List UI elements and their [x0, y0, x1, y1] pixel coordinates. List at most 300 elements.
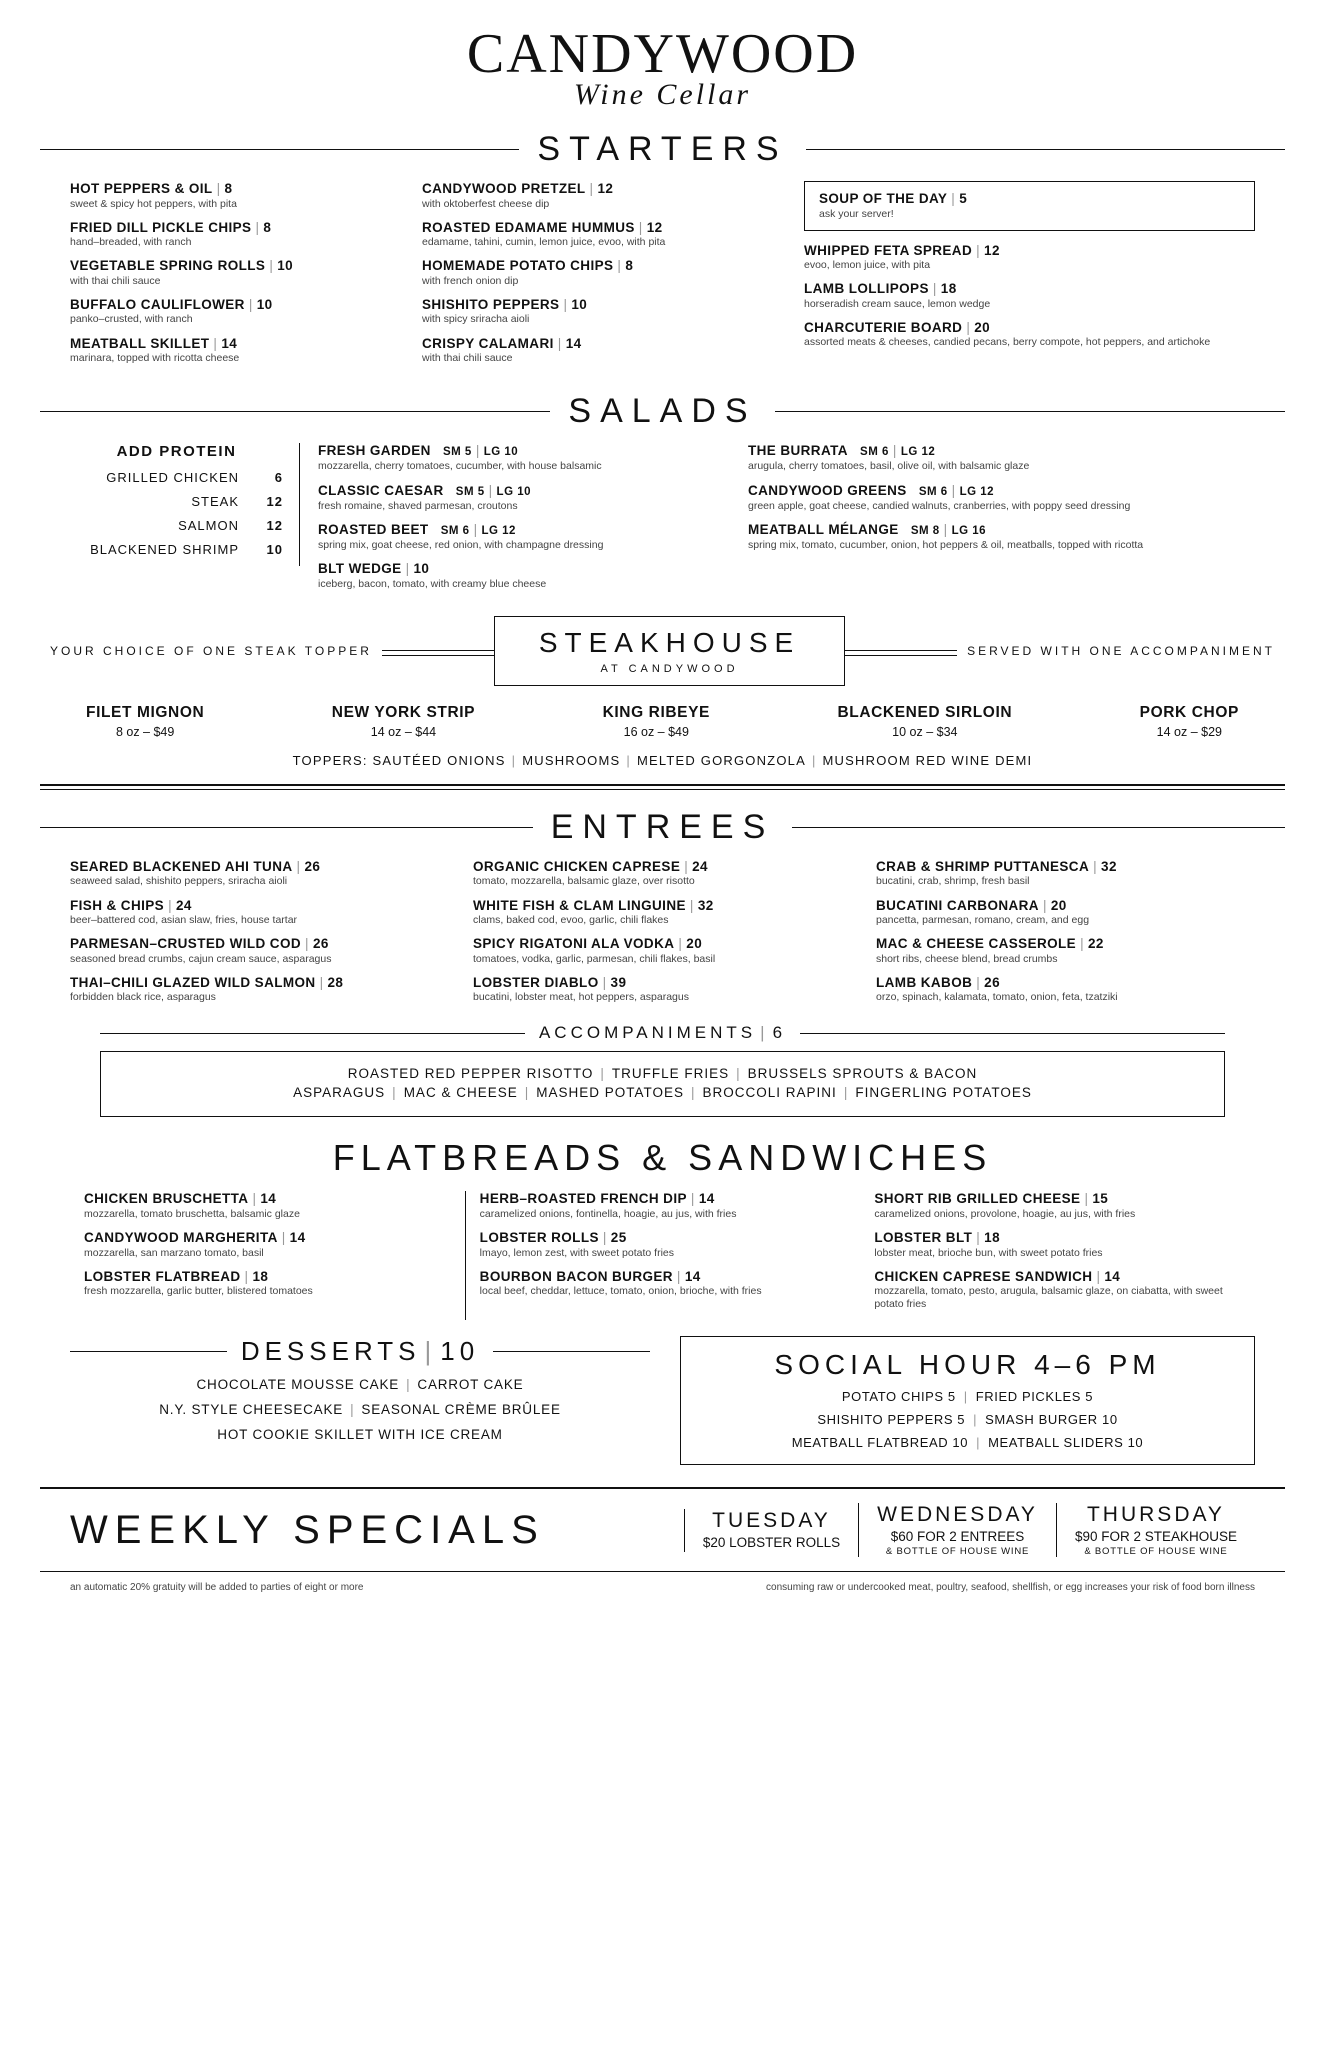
rule-left [40, 149, 519, 150]
item-name: LAMB KABOB [876, 974, 973, 990]
social-item: POTATO CHIPS 5 [841, 1389, 956, 1405]
brand-logo [40, 0, 1285, 112]
dessert: CHOCOLATE MOUSSE CAKE [196, 1377, 400, 1393]
menu-item: CHICKEN CAPRESE SANDWICH | 14 mozzarella, tomato, pesto, arugula, balsamic glaze, on ciabatta, with sweet potato fries [874, 1269, 1241, 1312]
item-name: FRESH GARDEN [318, 443, 431, 459]
menu-item: VEGETABLE SPRING ROLLS | 10 with thai chili sauce [70, 258, 400, 288]
item-name: FRIED DILL PICKLE CHIPS [70, 219, 252, 235]
item-price: 32 [697, 897, 714, 913]
protein-row [70, 518, 283, 533]
day-offer: $20 LOBSTER ROLLS [702, 1534, 841, 1550]
menu-item: WHITE FISH & CLAM LINGUINE | 32 clams, baked cod, evoo, garlic, chili flakes [473, 898, 852, 928]
item-price: 25 [610, 1230, 627, 1246]
desserts-header: DESSERTS | 10 [70, 1336, 650, 1367]
weekly-specials-band [40, 1487, 1285, 1572]
item-name: HOMEMADE POTATO CHIPS [422, 258, 614, 274]
item-name: CANDYWOOD GREENS [748, 482, 907, 498]
desserts-block [70, 1336, 650, 1442]
item-name: ROASTED EDAMAME HUMMUS [422, 219, 635, 235]
weekly-specials [70, 1503, 1255, 1557]
item-price: 14 [1104, 1268, 1121, 1284]
menu-item: CANDYWOOD GREENS SM 6 | LG 12 green apple, goat cheese, candied walnuts, cranberries, with poppy seed dressing [748, 483, 1255, 513]
item-desc: short ribs, cheese blend, bread crumbs [876, 952, 1058, 965]
item-name: CHARCUTERIE BOARD [804, 319, 963, 335]
item-desc: spring mix, goat cheese, red onion, with champagne dressing [318, 539, 604, 552]
item-price: 39 [610, 974, 627, 990]
item-desc: with spicy sriracha aioli [422, 313, 530, 326]
item-price: 18 [984, 1230, 1000, 1246]
social-item: MEATBALL FLATBREAD 10 [791, 1435, 969, 1451]
item-desc: mozzarella, cherry tomatoes, cucumber, with house balsamic [318, 460, 602, 473]
cut-price: 16 oz – $49 [623, 724, 689, 739]
item-name: HERB–ROASTED FRENCH DIP [479, 1191, 687, 1207]
flatbreads-col-1 [70, 1191, 465, 1320]
rule-left [100, 1033, 525, 1034]
dessert: N.Y. STYLE CHEESECAKE [159, 1402, 344, 1418]
item-desc: fresh mozzarella, garlic butter, blistered tomatoes [84, 1285, 313, 1298]
section-title: ENTREES [550, 807, 775, 846]
rule-right [775, 411, 1285, 412]
item-desc: tomatoes, vodka, garlic, parmesan, chili flakes, basil [473, 952, 716, 965]
protein-row [70, 542, 283, 557]
social-item: MEATBALL SLIDERS 10 [988, 1435, 1144, 1451]
item-name: MAC & CHEESE CASSEROLE [876, 936, 1077, 952]
menu-item: CANDYWOOD PRETZEL | 12 with oktoberfest cheese dip [422, 181, 782, 211]
menu-item: SPICY RIGATONI ALA VODKA | 20 tomatoes, vodka, garlic, parmesan, chili flakes, basil [473, 936, 852, 966]
menu-item: CRISPY CALAMARI | 14 with thai chili sauce [422, 336, 782, 366]
section-header-salads [40, 392, 1285, 431]
item-name: LOBSTER DIABLO [473, 974, 599, 990]
menu-item: MEATBALL SKILLET | 14 marinara, topped with ricotta cheese [70, 336, 400, 366]
item-name: CANDYWOOD MARGHERITA [84, 1230, 278, 1246]
band-rule-thick [40, 784, 1285, 786]
item-desc: beer–battered cod, asian slaw, fries, house tartar [70, 914, 298, 927]
protein-price: 10 [266, 542, 283, 558]
flatbreads-columns [40, 1191, 1285, 1320]
item-desc: sweet & spicy hot peppers, with pita [70, 197, 237, 210]
starters-col-1 [70, 181, 400, 374]
menu-item: BUCATINI CARBONARA | 20 pancetta, parmesan, romano, cream, and egg [876, 898, 1255, 928]
rule-right [792, 827, 1285, 828]
starters-col-2 [422, 181, 782, 374]
protein-name: STEAK [191, 494, 239, 510]
item-name: THE BURRATA [748, 443, 848, 459]
item-name: CHICKEN BRUSCHETTA [84, 1191, 249, 1207]
social-hour-row: POTATO CHIPS 5 | FRIED PICKLES 5 [841, 1389, 1094, 1405]
item-price: 26 [984, 974, 1000, 990]
accompaniment: MASHED POTATOES [536, 1085, 685, 1101]
item-price: 20 [686, 936, 703, 952]
menu-item: FISH & CHIPS | 24 beer–battered cod, asian slaw, fries, house tartar [70, 898, 449, 928]
day-name: THURSDAY [1086, 1503, 1225, 1527]
item-name: LOBSTER BLT [874, 1230, 973, 1246]
item-price: 24 [692, 858, 708, 874]
item-name: SPICY RIGATONI ALA VODKA [473, 936, 675, 952]
item-price: 14 [565, 335, 582, 351]
toppers-label: TOPPERS: SAUTÉED ONIONS [292, 752, 506, 768]
steakhouse-title-box [494, 616, 845, 686]
social-item: FRIED PICKLES 5 [975, 1389, 1094, 1405]
social-hour-row: MEATBALL FLATBREAD 10 | MEATBALL SLIDERS 10 [791, 1435, 1144, 1451]
protein-price: 12 [266, 518, 283, 534]
steakhouse-subtitle: AT CANDYWOOD [600, 662, 739, 675]
day-offer: $90 FOR 2 STEAKHOUSE [1074, 1529, 1237, 1545]
menu-item: LOBSTER BLT | 18 lobster meat, brioche bun, with sweet potato fries [874, 1230, 1241, 1260]
item-price: 14 [221, 335, 238, 351]
cut-name: NEW YORK STRIP [331, 703, 476, 721]
weekly-special-day [1056, 1503, 1255, 1557]
menu-item: PARMESAN–CRUSTED WILD COD | 26 seasoned bread crumbs, cajun cream sauce, asparagus [70, 936, 449, 966]
item-price: 18 [940, 281, 957, 297]
weekly-special-day [684, 1509, 858, 1552]
footer [40, 1572, 1285, 1593]
item-size-sm: SM 6 [918, 485, 948, 498]
item-desc: edamame, tahini, cumin, lemon juice, evoo, with pita [422, 236, 666, 249]
item-price: 14 [289, 1230, 306, 1246]
band-rule-thin [40, 789, 1285, 790]
accompaniment: FINGERLING POTATOES [855, 1085, 1032, 1101]
steak-topper-note: YOUR CHOICE OF ONE STEAK TOPPER [40, 644, 382, 658]
accompaniment: BRUSSELS SPROUTS & BACON [747, 1066, 978, 1082]
accompaniments-price: 6 [772, 1023, 787, 1043]
starters-col-3 [804, 181, 1255, 374]
entrees-col-3 [876, 859, 1255, 1014]
item-desc: clams, baked cod, evoo, garlic, chili flakes [473, 914, 669, 927]
item-size-sm: SM 8 [910, 524, 940, 537]
footer-health-note: consuming raw or undercooked meat, poultry, seafood, shellfish, or egg increases your risk of food born illness [766, 1582, 1255, 1594]
steak-toppers: TOPPERS: SAUTÉED ONIONS | MUSHROOMS | MELTED GORGONZOLA | MUSHROOM RED WINE DEMI [292, 752, 1033, 768]
salads-columns [40, 443, 1285, 600]
item-name: CRISPY CALAMARI [422, 335, 554, 351]
rule-left [70, 1351, 227, 1352]
social-item: SHISHITO PEPPERS 5 [817, 1412, 966, 1428]
menu-item: LOBSTER DIABLO | 39 bucatini, lobster meat, hot peppers, asparagus [473, 975, 852, 1005]
starters-columns [40, 181, 1285, 374]
item-name: CANDYWOOD PRETZEL [422, 181, 586, 196]
item-price: 12 [646, 219, 663, 235]
accompaniments-title: ACCOMPANIMENTS [538, 1023, 757, 1043]
item-price: 14 [698, 1191, 715, 1207]
topper: MUSHROOM RED WINE DEMI [822, 752, 1033, 768]
topper: MUSHROOMS [522, 752, 621, 768]
steak-cut [332, 704, 475, 739]
item-price: 15 [1092, 1191, 1109, 1207]
menu-item: MEATBALL MÉLANGE SM 8 | LG 16 spring mix, tomato, cucumber, onion, hot peppers & oil, meatballs, topped with ricotta [748, 522, 1255, 552]
accompaniment: MAC & CHEESE [403, 1085, 518, 1101]
item-desc: spring mix, tomato, cucumber, onion, hot peppers & oil, meatballs, topped with ricotta [748, 539, 1144, 552]
item-desc: bucatini, crab, shrimp, fresh basil [876, 875, 1030, 888]
item-desc: caramelized onions, provolone, hoagie, au jus, with fries [874, 1207, 1136, 1220]
protein-name: SALMON [178, 518, 239, 534]
item-name: LOBSTER FLATBREAD [84, 1268, 241, 1284]
item-desc: seasoned bread crumbs, cajun cream sauce, asparagus [70, 952, 332, 965]
item-desc: iceberg, bacon, tomato, with creamy blue cheese [318, 577, 547, 590]
item-price: 10 [571, 296, 588, 312]
protein-price: 12 [266, 494, 283, 510]
day-offer: $60 FOR 2 ENTREES [890, 1529, 1025, 1545]
steak-cut [86, 704, 204, 739]
item-name: MEATBALL SKILLET [70, 335, 210, 351]
item-name: PARMESAN–CRUSTED WILD COD [70, 936, 302, 952]
brand-subtitle: Wine Cellar [573, 78, 752, 111]
weekly-specials-title: WEEKLY SPECIALS [70, 1507, 545, 1552]
item-name: WHIPPED FETA SPREAD [804, 242, 973, 258]
item-price: 22 [1088, 936, 1104, 952]
accompaniments-header: ACCOMPANIMENTS | 6 [100, 1023, 1225, 1043]
dessert: SEASONAL CRÈME BRÛLEE [361, 1402, 561, 1418]
menu-item: ROASTED BEET SM 6 | LG 12 spring mix, goat cheese, red onion, with champagne dressing [318, 522, 730, 552]
add-protein-title: ADD PROTEIN [116, 443, 237, 461]
item-name: SHISHITO PEPPERS [422, 296, 560, 312]
item-name: SEARED BLACKENED AHI TUNA [70, 858, 293, 874]
item-name: LOBSTER ROLLS [479, 1230, 599, 1246]
item-price: 10 [256, 296, 273, 312]
menu-item: FRESH GARDEN SM 5 | LG 10 mozzarella, cherry tomatoes, cucumber, with house balsamic [318, 443, 730, 473]
item-name: BLT WEDGE [318, 561, 402, 577]
menu-item: THAI–CHILI GLAZED WILD SALMON | 28 forbidden black rice, asparagus [70, 975, 449, 1005]
cut-name: FILET MIGNON [86, 703, 205, 721]
menu-item: SHISHITO PEPPERS | 10 with spicy sriracha aioli [422, 297, 782, 327]
item-desc: marinara, topped with ricotta cheese [70, 352, 240, 365]
item-price: 10 [413, 561, 430, 577]
rule-right [800, 1033, 1225, 1034]
weekly-special-day [858, 1503, 1056, 1557]
menu-item: ORGANIC CHICKEN CAPRESE | 24 tomato, mozzarella, balsamic glaze, over risotto [473, 859, 852, 889]
steak-cut [837, 704, 1012, 739]
topper: MELTED GORGONZOLA [636, 752, 806, 768]
item-desc: mozzarella, tomato bruschetta, balsamic glaze [84, 1207, 300, 1220]
item-name: WHITE FISH & CLAM LINGUINE [473, 897, 686, 913]
desserts-title: DESSERTS [240, 1336, 421, 1367]
item-price: 8 [263, 219, 272, 235]
cut-name: BLACKENED SIRLOIN [837, 703, 1013, 721]
rule-left [40, 411, 550, 412]
social-hour-title: SOCIAL HOUR 4–6 PM [774, 1349, 1161, 1381]
item-desc: local beef, cheddar, lettuce, tomato, onion, brioche, with fries [479, 1285, 762, 1298]
day-subnote: & BOTTLE OF HOUSE WINE [885, 1546, 1030, 1558]
item-desc: orzo, spinach, kalamata, tomato, onion, feta, tzatziki [876, 991, 1118, 1004]
menu-item: WHIPPED FETA SPREAD | 12 evoo, lemon juice, with pita [804, 243, 1255, 273]
cut-price: 8 oz – $49 [115, 724, 175, 739]
flatbreads-title: FLATBREADS & SANDWICHES [332, 1137, 993, 1179]
menu-item: BOURBON BACON BURGER | 14 local beef, cheddar, lettuce, tomato, onion, brioche, with fries [480, 1269, 847, 1299]
item-name: THAI–CHILI GLAZED WILD SALMON [70, 974, 316, 990]
item-price: 20 [974, 319, 991, 335]
item-desc: arugula, cherry tomatoes, basil, olive oil, with balsamic glaze [748, 460, 1030, 473]
item-price: 14 [684, 1268, 701, 1284]
item-name: BOURBON BACON BURGER [479, 1268, 673, 1284]
menu-item: BLT WEDGE | 10 iceberg, bacon, tomato, with creamy blue cheese [318, 561, 730, 591]
item-desc: caramelized onions, fontinella, hoagie, au jus, with fries [479, 1207, 737, 1220]
menu-item: LAMB LOLLIPOPS | 18 horseradish cream sauce, lemon wedge [804, 281, 1255, 311]
item-desc: green apple, goat cheese, candied walnuts, cranberries, with poppy seed dressing [748, 499, 1131, 512]
item-desc: pancetta, parmesan, romano, cream, and egg [876, 914, 1090, 927]
item-size-lg: LG 10 [496, 485, 532, 498]
item-price: 32 [1101, 858, 1117, 874]
desserts-row [70, 1427, 650, 1442]
item-name: SHORT RIB GRILLED CHEESE [874, 1191, 1081, 1207]
rule-right [806, 149, 1285, 150]
steak-cut [603, 704, 710, 739]
item-desc: tomato, mozzarella, balsamic glaze, over risotto [473, 875, 695, 888]
steak-accompaniment-note: SERVED WITH ONE ACCOMPANIMENT [957, 644, 1285, 658]
item-desc: evoo, lemon juice, with pita [804, 259, 931, 272]
item-name: LAMB LOLLIPOPS [804, 281, 929, 297]
protein-name: BLACKENED SHRIMP [90, 542, 239, 558]
menu-item: MAC & CHEESE CASSEROLE | 22 short ribs, cheese blend, bread crumbs [876, 936, 1255, 966]
accompaniments-row: ASPARAGUS | MAC & CHEESE | MASHED POTATOES | BROCCOLI RAPINI | FINGERLING POTATOES [293, 1085, 1032, 1101]
item-size-lg: LG 12 [481, 524, 516, 537]
item-name: ROASTED BEET [318, 521, 429, 537]
item-desc: ask your server! [819, 207, 894, 220]
item-name: ORGANIC CHICKEN CAPRESE [473, 858, 681, 874]
item-desc: with oktoberfest cheese dip [422, 197, 550, 210]
item-price: 12 [597, 181, 614, 196]
item-price: 5 [959, 191, 968, 206]
soup-of-the-day-box: SOUP OF THE DAY | 5 ask your server! [804, 181, 1255, 231]
item-price: 12 [984, 242, 1000, 258]
entrees-col-1 [70, 859, 449, 1014]
flatbreads-col-3 [860, 1191, 1255, 1320]
item-price: 10 [277, 258, 294, 274]
menu-item: LOBSTER FLATBREAD | 18 fresh mozzarella, garlic butter, blistered tomatoes [84, 1269, 451, 1299]
menu-item: ROASTED EDAMAME HUMMUS | 12 edamame, tahini, cumin, lemon juice, evoo, with pita [422, 220, 782, 250]
accompaniments-box [100, 1051, 1225, 1117]
menu-item: HOT PEPPERS & OIL | 8 sweet & spicy hot peppers, with pita [70, 181, 400, 211]
day-name: WEDNESDAY [877, 1503, 1038, 1527]
item-desc: panko–crusted, with ranch [70, 313, 193, 326]
item-name: CHICKEN CAPRESE SANDWICH [874, 1268, 1093, 1284]
protein-price: 6 [274, 470, 283, 486]
section-title: SALADS [568, 392, 757, 431]
item-desc: mozzarella, san marzano tomato, basil [84, 1246, 264, 1259]
social-item: SMASH BURGER 10 [985, 1412, 1118, 1428]
desserts-row: N.Y. STYLE CHEESECAKE | SEASONAL CRÈME BRÛLEE [159, 1402, 561, 1418]
menu-item: HERB–ROASTED FRENCH DIP | 14 caramelized onions, fontinella, hoagie, au jus, with fries [480, 1191, 847, 1221]
salads-col-2 [730, 443, 1255, 561]
menu-item: CANDYWOOD MARGHERITA | 14 mozzarella, san marzano tomato, basil [84, 1230, 451, 1260]
item-price: 28 [327, 974, 344, 990]
rule-left [40, 827, 533, 828]
menu-item: HOMEMADE POTATO CHIPS | 8 with french onion dip [422, 258, 782, 288]
item-name: CRAB & SHRIMP PUTTANESCA [876, 858, 1090, 874]
item-size-sm: SM 6 [860, 446, 889, 459]
cut-price: 10 oz – $34 [892, 724, 958, 739]
section-title: STARTERS [537, 130, 788, 168]
accompaniment: BROCCOLI RAPINI [702, 1085, 837, 1101]
add-protein-block [70, 443, 300, 566]
protein-row [70, 470, 283, 485]
social-hour-box [680, 1336, 1255, 1465]
item-price: 20 [1050, 897, 1067, 913]
item-desc: with thai chili sauce [422, 352, 513, 365]
item-name: HOT PEPPERS & OIL [70, 181, 213, 196]
section-header-starters [40, 130, 1285, 169]
entrees-col-2 [473, 859, 852, 1014]
steak-cut-list [40, 686, 1285, 739]
menu-item: SEARED BLACKENED AHI TUNA | 26 seaweed salad, shishito peppers, sriracha aioli [70, 859, 449, 889]
item-desc: with french onion dip [422, 274, 519, 287]
menu-item: CHICKEN BRUSCHETTA | 14 mozzarella, tomato bruschetta, balsamic glaze [84, 1191, 451, 1221]
accompaniment: ASPARAGUS [293, 1085, 386, 1101]
item-desc: seaweed salad, shishito peppers, sriracha aioli [70, 875, 288, 888]
dessert: HOT COOKIE SKILLET WITH ICE CREAM [217, 1427, 503, 1443]
item-size-sm: SM 5 [442, 446, 472, 459]
protein-row [70, 494, 283, 509]
item-name: SOUP OF THE DAY [819, 191, 948, 206]
item-desc: with thai chili sauce [70, 274, 161, 287]
entrees-columns [40, 859, 1285, 1014]
bottom-row [40, 1320, 1285, 1465]
steakhouse-title: STEAKHOUSE [538, 626, 801, 658]
steakhouse-band [40, 616, 1285, 790]
item-name: BUCATINI CARBONARA [876, 897, 1039, 913]
item-size-lg: LG 10 [483, 446, 519, 459]
item-size-lg: LG 12 [900, 446, 936, 459]
accompaniments-row: ROASTED RED PEPPER RISOTTO | TRUFFLE FRIES | BRUSSELS SPROUTS & BACON [347, 1066, 978, 1082]
item-desc: forbidden black rice, asparagus [70, 991, 216, 1004]
menu-item: CRAB & SHRIMP PUTTANESCA | 32 bucatini, crab, shrimp, fresh basil [876, 859, 1255, 889]
item-price: 8 [625, 258, 634, 274]
item-desc: lmayo, lemon zest, with sweet potato fries [479, 1246, 675, 1259]
brand-name: CANDYWOOD [466, 23, 859, 85]
footer-gratuity-note: an automatic 20% gratuity will be added to parties of eight or more [70, 1582, 364, 1594]
flatbreads-col-2 [465, 1191, 861, 1320]
cut-price: 14 oz – $44 [370, 724, 437, 739]
menu-item: CHARCUTERIE BOARD | 20 assorted meats & cheeses, candied pecans, berry compote, hot peppers, and artichoke [804, 320, 1255, 350]
item-price: 14 [260, 1191, 277, 1207]
item-desc: horseradish cream sauce, lemon wedge [804, 297, 991, 310]
item-name: VEGETABLE SPRING ROLLS [70, 258, 266, 274]
item-price: 26 [304, 858, 321, 874]
dessert: CARROT CAKE [417, 1377, 524, 1393]
item-desc: assorted meats & cheeses, candied pecans, berry compote, hot peppers, and artichoke [804, 336, 1211, 349]
steakhouse-header [40, 616, 1285, 686]
menu-item: LAMB KABOB | 26 orzo, spinach, kalamata, tomato, onion, feta, tzatziki [876, 975, 1255, 1005]
item-size-sm: SM 6 [440, 524, 470, 537]
menu-item: LOBSTER ROLLS | 25 lmayo, lemon zest, with sweet potato fries [480, 1230, 847, 1260]
social-hour-row: SHISHITO PEPPERS 5 | SMASH BURGER 10 [817, 1412, 1118, 1428]
item-name: MEATBALL MÉLANGE [748, 521, 899, 537]
item-price: 18 [252, 1268, 269, 1284]
menu-item: FRIED DILL PICKLE CHIPS | 8 hand–breaded, with ranch [70, 220, 400, 250]
menu-item: BUFFALO CAULIFLOWER | 10 panko–crusted, with ranch [70, 297, 400, 327]
accompaniment: ROASTED RED PEPPER RISOTTO [347, 1066, 594, 1082]
item-name: BUFFALO CAULIFLOWER [70, 296, 245, 312]
desserts-price: 10 [440, 1336, 480, 1367]
item-desc: lobster meat, brioche bun, with sweet potato fries [874, 1246, 1103, 1259]
rule-right [493, 1351, 650, 1352]
item-name: CLASSIC CAESAR [318, 482, 444, 498]
item-desc: hand–breaded, with ranch [70, 236, 192, 249]
cut-price: 14 oz – $29 [1156, 724, 1222, 739]
item-desc: bucatini, lobster meat, hot peppers, asparagus [473, 991, 689, 1004]
item-desc: mozzarella, tomato, pesto, arugula, balsamic glaze, on ciabatta, with sweet potato fries [874, 1285, 1223, 1311]
menu-item: SHORT RIB GRILLED CHEESE | 15 caramelized onions, provolone, hoagie, au jus, with fries [874, 1191, 1241, 1221]
section-header-entrees [40, 808, 1285, 847]
item-desc: fresh romaine, shaved parmesan, croutons [318, 499, 518, 512]
accompaniment: TRUFFLE FRIES [611, 1066, 730, 1082]
desserts-row: CHOCOLATE MOUSSE CAKE | CARROT CAKE [196, 1377, 524, 1393]
item-price: 24 [175, 897, 192, 913]
item-price: 8 [224, 181, 233, 196]
day-subnote: & BOTTLE OF HOUSE WINE [1084, 1546, 1228, 1558]
protein-name: GRILLED CHICKEN [106, 470, 239, 486]
salads-col-1 [300, 443, 730, 600]
item-size-lg: LG 16 [951, 524, 987, 537]
item-size-sm: SM 5 [455, 485, 485, 498]
item-name: FISH & CHIPS [70, 897, 165, 913]
